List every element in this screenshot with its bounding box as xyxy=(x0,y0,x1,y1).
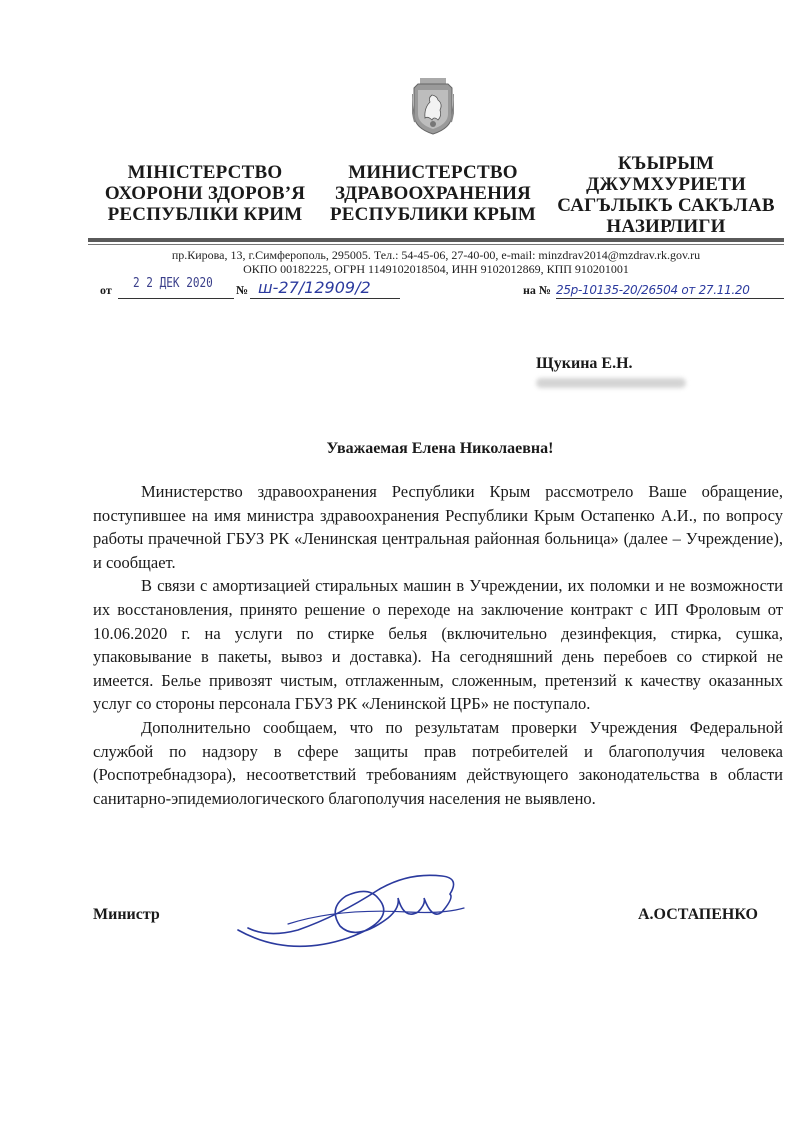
ministry-ct-line: КЪЫРЫМ xyxy=(617,153,715,174)
letter-paragraph: Дополнительно сообщаем, что по результатам проверки Учреждения Федеральной службой по надзору в сфере защиты прав потребителей и благополучия человека (Роспотребнадзора), несоответствий требованиям действующего законодательства в области санитарно-эпидемиологического благополучия населения не выявлено. xyxy=(93,717,783,808)
ministry-ct-line: НАЗИРЛИГИ xyxy=(606,216,726,237)
reply-number-handwritten: 25р-10135-20/26504 от 27.11.20 xyxy=(556,283,750,297)
letter-paragraph: Министерство здравоохранения Республики Крым рассмотрело Ваше обращение, поступившее на имя министра здравоохранения Республики Крым Остапенко А.И., по вопросу работы прачечной ГБУЗ РК «Ленинская центральная районная больница» (далее – Учреждение), и сообщает. xyxy=(93,482,783,572)
handwritten-signature xyxy=(228,868,488,958)
reply-number-label: на № xyxy=(523,283,551,297)
date-label: от xyxy=(100,283,112,297)
ministry-ru-line: РЕСПУБЛИКИ КРЫМ xyxy=(329,204,537,225)
ministry-ru-line: МИНИСТЕРСТВО xyxy=(348,162,518,183)
crimea-coat-of-arms-icon xyxy=(412,78,454,136)
ministry-name-crimean-tatar xyxy=(550,153,782,237)
ministry-ua-line: РЕСПУБЛІКИ КРИМ xyxy=(107,204,303,225)
letter-paragraph: В связи с амортизацией стиральных машин в Учреждении, их поломки и не возможности их восстановления, принято решение о переходе на заключение контракт с ИП Фроловым от 10.06.2020 г. на услуги по стирке белья (включительно дезинфекция, стирка, сушка, упаковывание в пакеты, вывоз и доставка). На сегодняшний день перебоев со стиркой не имеется. Белье привозят чистым, отглаженным, сложенным, претензий к качеству оказанных услуг со стороны персонала ГБУЗ РК «Ленинской ЦРБ» не поступало. xyxy=(93,576,783,714)
ministry-ua-line: МІНІСТЕРСТВО xyxy=(127,162,283,183)
signatory-title: Министр xyxy=(93,906,160,923)
contacts-codes-line: ОКПО 00182225, ОГРН 1149102018504, ИНН 9102012869, КПП 910201001 xyxy=(243,262,629,276)
ministry-name-ukrainian xyxy=(95,162,315,225)
number-underline xyxy=(250,298,400,299)
contacts-address-line: пр.Кирова, 13, г.Симферополь, 295005. Тел.: 54-45-06, 27-40-00, e-mail: minzdrav2014@mzdrav.rk.gov.ru xyxy=(171,248,701,262)
letter-body xyxy=(93,480,783,810)
date-underline xyxy=(118,298,234,299)
ministry-ct-line: САГЪЛЫКЪ САКЪЛАВ xyxy=(557,195,775,216)
ministry-ua-line: ОХОРОНИ ЗДОРОВ’Я xyxy=(104,183,306,204)
ministry-name-russian xyxy=(322,162,544,225)
outgoing-number-handwritten: ш-27/12909/2 xyxy=(258,278,371,297)
header-divider-thick xyxy=(88,238,784,242)
ministry-ct-line: ДЖУМХУРИЕТИ xyxy=(586,174,746,195)
ministry-ru-line: ЗДРАВООХРАНЕНИЯ xyxy=(335,183,531,204)
registration-date-stamp: 2 2 ДЕК 2020 xyxy=(133,276,213,291)
addressee-name: Щукина Е.Н. xyxy=(536,355,633,372)
number-label: № xyxy=(236,283,249,297)
contacts-block xyxy=(88,248,784,276)
redacted-email xyxy=(536,378,686,388)
reply-number-underline xyxy=(556,298,784,299)
letter-greeting: Уважаемая Елена Николаевна! xyxy=(326,440,554,457)
signatory-name: А.ОСТАПЕНКО xyxy=(638,906,758,923)
header-divider-thin xyxy=(88,244,784,245)
